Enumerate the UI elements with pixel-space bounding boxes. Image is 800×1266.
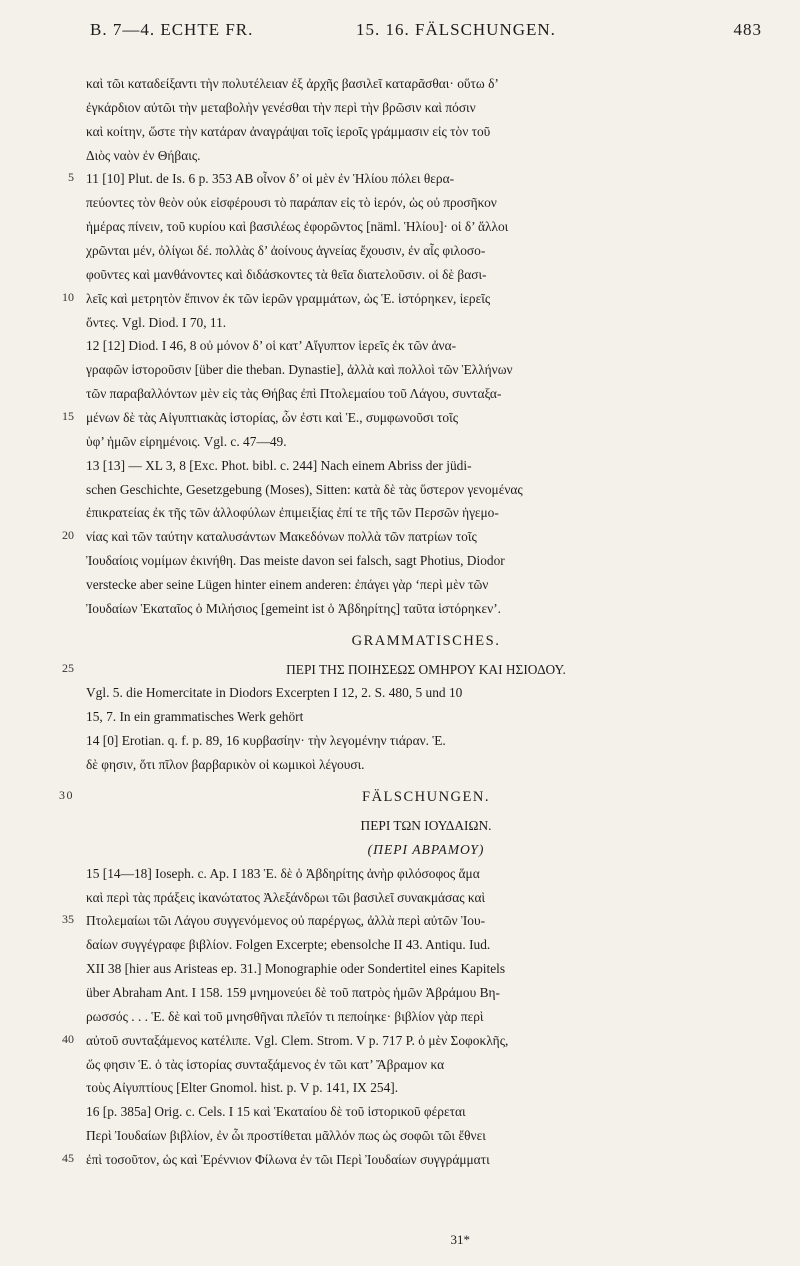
line-text: 11 [10] Plut. de Is. 6 p. 353 AB οἶνον δ’ οἱ μὲν ἐν Ἡλίου πόλει θερα-: [86, 171, 455, 187]
line-number: 45: [62, 1151, 74, 1166]
line-text: νίας καὶ τῶν ταύτην καταλυσάντων Μακεδόνων πολλὰ τῶν πατρίων τοῖς: [86, 529, 477, 545]
line-text: δὲ φησιν, ὅτι πῖλον βαρβαρικὸν οἱ κωμικοὶ λέγουσι.: [86, 757, 365, 772]
text-line: [86, 573, 766, 597]
text-line: [62, 1148, 766, 1172]
line-text: über Abraham Ant. I 158. 159 μνημονεύει δὲ τοῦ πατρὸς ἡμῶν Ἀβράμου Βη-: [86, 985, 500, 1000]
line-text: ΠΕΡΙ ΤΩΝ ΙΟΥΔΑΙΩΝ.: [360, 817, 492, 833]
text-line: [86, 358, 766, 382]
line-text: Περὶ Ἰουδαίων βιβλίον, ἐν ὧι προστίθεται μᾶλλόν πως ὡς σοφῶι τῶι ἔθνει: [86, 1128, 486, 1144]
text-line: [86, 430, 766, 454]
line-text: 15, 7. In ein grammatisches Werk gehört: [86, 709, 304, 725]
line-text: καὶ περὶ τὰς πράξεις ἱκανώτατος Ἀλεξάνδρωι τῶι βασιλεῖ συνακμάσας καὶ: [86, 889, 486, 905]
line-text: τῶν παραβαλλόντων μὲν εἰς τὰς Θήβας ἐπὶ Πτολεμαίου τοῦ Λάγου, συνταξα-: [86, 386, 502, 402]
line-text: γραφῶν ἱστοροῦσιν [über die theban. Dynastie], ἀλλὰ καὶ πολλοὶ τῶν Ἑλλήνων: [86, 362, 513, 378]
line-text: φοῦντες καὶ μανθάνοντες καὶ διδάσκοντες τὰ θεῖα διατελοῦσιν. οἱ δὲ βασι-: [86, 266, 487, 282]
running-header: [56, 16, 762, 46]
line-number: 40: [62, 1031, 74, 1046]
text-line: [86, 1076, 766, 1100]
text-line: [86, 1053, 766, 1077]
text-line: [86, 862, 766, 886]
text-line: [86, 729, 766, 753]
text-line: [86, 1124, 766, 1148]
text-line: [86, 144, 766, 168]
line-text: ἐγκάρδιον αὐτῶι τὴν μεταβολὴν γενέσθαι τὴν περὶ τὴν βρῶσιν καὶ πόσιν: [86, 99, 476, 115]
line-text: καὶ κοίτην, ὥστε τὴν κατάραν ἀναγράψαι τοῖς ἱεροῖς γράμμασιν εἰς τὸν τοῦ: [86, 123, 491, 139]
line-text: ὄντες. Vgl. Diod. I 70, 11.: [86, 314, 227, 330]
line-text: ΠΕΡΙ ΤΗΣ ΠΟΙΗΣΕΩΣ ΟΜΗΡΟΥ ΚΑΙ ΗΣΙΟΔΟΥ.: [286, 661, 566, 677]
line-text: FÄLSCHUNGEN.: [362, 788, 490, 805]
line-text: ἐπὶ τοσοῦτον, ὡς καὶ Ἑρέννιον Φίλωνα ἐν τῶι Περὶ Ἰουδαίων συγγράμματι: [86, 1152, 490, 1168]
line-text: 14 [0] Erotian. q. f. p. 89, 16 κυρβασίην· τὴν λεγομένην τιάραν. Ἑ.: [86, 733, 446, 749]
line-text: Vgl. 5. die Homercitate in Diodors Excerpten I 12, 2. S. 480, 5 und 10: [86, 685, 463, 701]
line-number: 5: [68, 170, 74, 185]
text-line: [62, 406, 766, 430]
line-text: ἡμέρας πίνειν, τοῦ κυρίου καὶ βασιλέως ἐφορῶντος [näml. Ἡλίου]· οἱ δ’ ἄλλοι: [86, 219, 509, 235]
line-text: δαίων συγγέγραφε βιβλίον. Folgen Excerpte; ebensolche II 43. Antiqu. Iud.: [86, 937, 491, 953]
line-text: αὐτοῦ συνταξάμενος κατέλιπε. Vgl. Clem. Strom. V p. 717 P. ὁ μὲν Σοφοκλῆς,: [86, 1032, 509, 1048]
line-text: τοὺς Αἰγυπτίους [Elter Gnomol. hist. p. V p. 141, IX 254].: [86, 1080, 399, 1096]
text-line: [86, 933, 766, 957]
text-line: [62, 658, 766, 682]
text-line: [62, 287, 766, 311]
section-heading: [59, 785, 766, 811]
section-heading: [86, 629, 766, 655]
text-line: [86, 263, 766, 287]
line-text: GRAMMATISCHES.: [351, 632, 501, 649]
line-text: 15 [14—18] Ioseph. c. Ap. I 183 Ἑ. δὲ ὁ Ἀβδηρίτης ἀνὴρ φιλόσοφος ἅμα: [86, 865, 480, 881]
text-line: [86, 501, 766, 525]
text-line: [86, 191, 766, 215]
text-line: [86, 454, 766, 478]
line-number: 20: [62, 528, 74, 543]
line-text: Ἰουδαίων Ἑκαταῖος ὁ Μιλήσιος [gemeint ist ὁ Ἀβδηρίτης] ταῦτα ἱστόρηκεν’.: [86, 600, 502, 616]
line-text: πεύοντες τὸν θεὸν οὐκ εἰσφέρουσι τὸ παράπαν εἰς τὸ ἱερόν, ὡς οὐ προσῆκον: [86, 195, 497, 211]
text-line: [62, 909, 766, 933]
line-text: ὥς φησιν Ἑ. ὁ τὰς ἱστορίας συνταξάμενος ἐν τῶι κατ’ Ἄβραμον κα: [86, 1056, 445, 1072]
line-text: χρῶνται μέν, ὀλίγωι δέ. πολλὰς δ’ ἀοίνους ἁγνείας ἔχουσιν, ἐν αἷς φιλοσο-: [86, 243, 486, 259]
line-number: 15: [62, 409, 74, 424]
line-text: ἐπικρατείας ἐκ τῆς τῶν ἀλλοφύλων ἐπιμειξίας ἐπί τε τῆς τῶν Περσῶν ἡγεμο-: [86, 505, 499, 521]
line-text: Πτολεμαίωι τῶι Λάγου συγγενόμενος οὐ παρέργως, ἀλλὰ περὶ αὐτῶν Ἰου-: [86, 913, 486, 929]
text-line: [86, 549, 766, 573]
text-line: [86, 705, 766, 729]
text-line: [86, 1100, 766, 1124]
header-center: 15. 16. FÄLSCHUNGEN.: [356, 20, 556, 39]
page-number: 483: [733, 20, 762, 39]
line-text: ὑφ’ ἡμῶν εἰρημένοις. Vgl. c. 47—49.: [86, 433, 287, 449]
text-line: [86, 334, 766, 358]
text-line: [86, 814, 766, 838]
line-text: 16 [p. 385a] Orig. c. Cels. I 15 καὶ Ἑκαταίου δὲ τοῦ ἱστορικοῦ φέρεται: [86, 1104, 466, 1120]
line-number: 30: [59, 787, 74, 802]
text-line: [86, 957, 766, 981]
text-line: [86, 120, 766, 144]
line-number: 10: [62, 289, 74, 304]
header-left: B. 7—4. ECHTE FR.: [90, 20, 254, 39]
text-line: [86, 311, 766, 335]
line-text: λεῖς καὶ μετρητὸν ἔπινον ἐκ τῶν ἱερῶν γραμμάτων, ὡς Ἑ. ἱστόρηκεν, ἱερεῖς: [86, 290, 491, 306]
text-line: [86, 753, 766, 777]
text-line: [86, 981, 766, 1005]
line-text: XII 38 [hier aus Aristeas ep. 31.] Monographie oder Sondertitel eines Kapitels: [86, 961, 506, 977]
text-line: [86, 681, 766, 705]
text-line: [62, 1029, 766, 1053]
signature-mark: 31*: [450, 1232, 470, 1247]
line-text: μένων δὲ τὰς Αἰγυπτιακὰς ἱστορίας, ὧν ἐστι καὶ Ἑ., συμφωνοῦσι τοῖς: [86, 410, 458, 426]
line-text: (ΠΕΡΙ ΑΒΡΑΜΟΥ): [367, 841, 485, 857]
section-subheading: [86, 838, 766, 862]
text-line: [86, 597, 766, 621]
text-line: [86, 72, 766, 96]
text-line: [86, 96, 766, 120]
text-line: [86, 1005, 766, 1029]
line-text: 12 [12] Diod. I 46, 8 οὐ μόνον δ’ οἱ κατ’ Αἴγυπτον ἱερεῖς ἐκ τῶν ἀνα-: [86, 338, 457, 354]
line-text: schen Geschichte, Gesetzgebung (Moses), Sitten: κατὰ δὲ τὰς ὕστερον γενομένας: [86, 481, 523, 497]
line-text: verstecke aber seine Lügen hinter einem anderen: ἐπάγει γὰρ ‘περὶ μὲν τῶν: [86, 577, 489, 593]
text-line: [62, 525, 766, 549]
line-number: 35: [62, 912, 74, 927]
text-line: [86, 239, 766, 263]
text-line: [68, 167, 766, 191]
text-line: [86, 478, 766, 502]
text-line: [86, 215, 766, 239]
line-text: καὶ τῶι καταδείξαντι τὴν πολυτέλειαν ἐξ ἀρχῆς βασιλεῖ καταρᾶσθαι· οὕτω δ’: [86, 76, 499, 91]
line-number: 25: [62, 660, 74, 675]
line-text: Ἰουδαίοις νομίμων ἐκινήθη. Das meiste davon sei falsch, sagt Photius, Diodor: [86, 553, 505, 569]
line-text: 13 [13] — XL 3, 8 [Exc. Phot. bibl. c. 244] Nach einem Abriss der jüdi-: [86, 457, 472, 473]
text-line: [86, 886, 766, 910]
line-text: ρωσσός . . . Ἑ. δὲ καὶ τοῦ μνησθῆναι πλεῖόν τι πεποίηκε· βιβλίον γὰρ περὶ: [86, 1008, 484, 1024]
line-text: Διὸς ναὸν ἐν Θήβαις.: [86, 147, 201, 163]
text-line: [86, 382, 766, 406]
text-body: [59, 72, 766, 1172]
